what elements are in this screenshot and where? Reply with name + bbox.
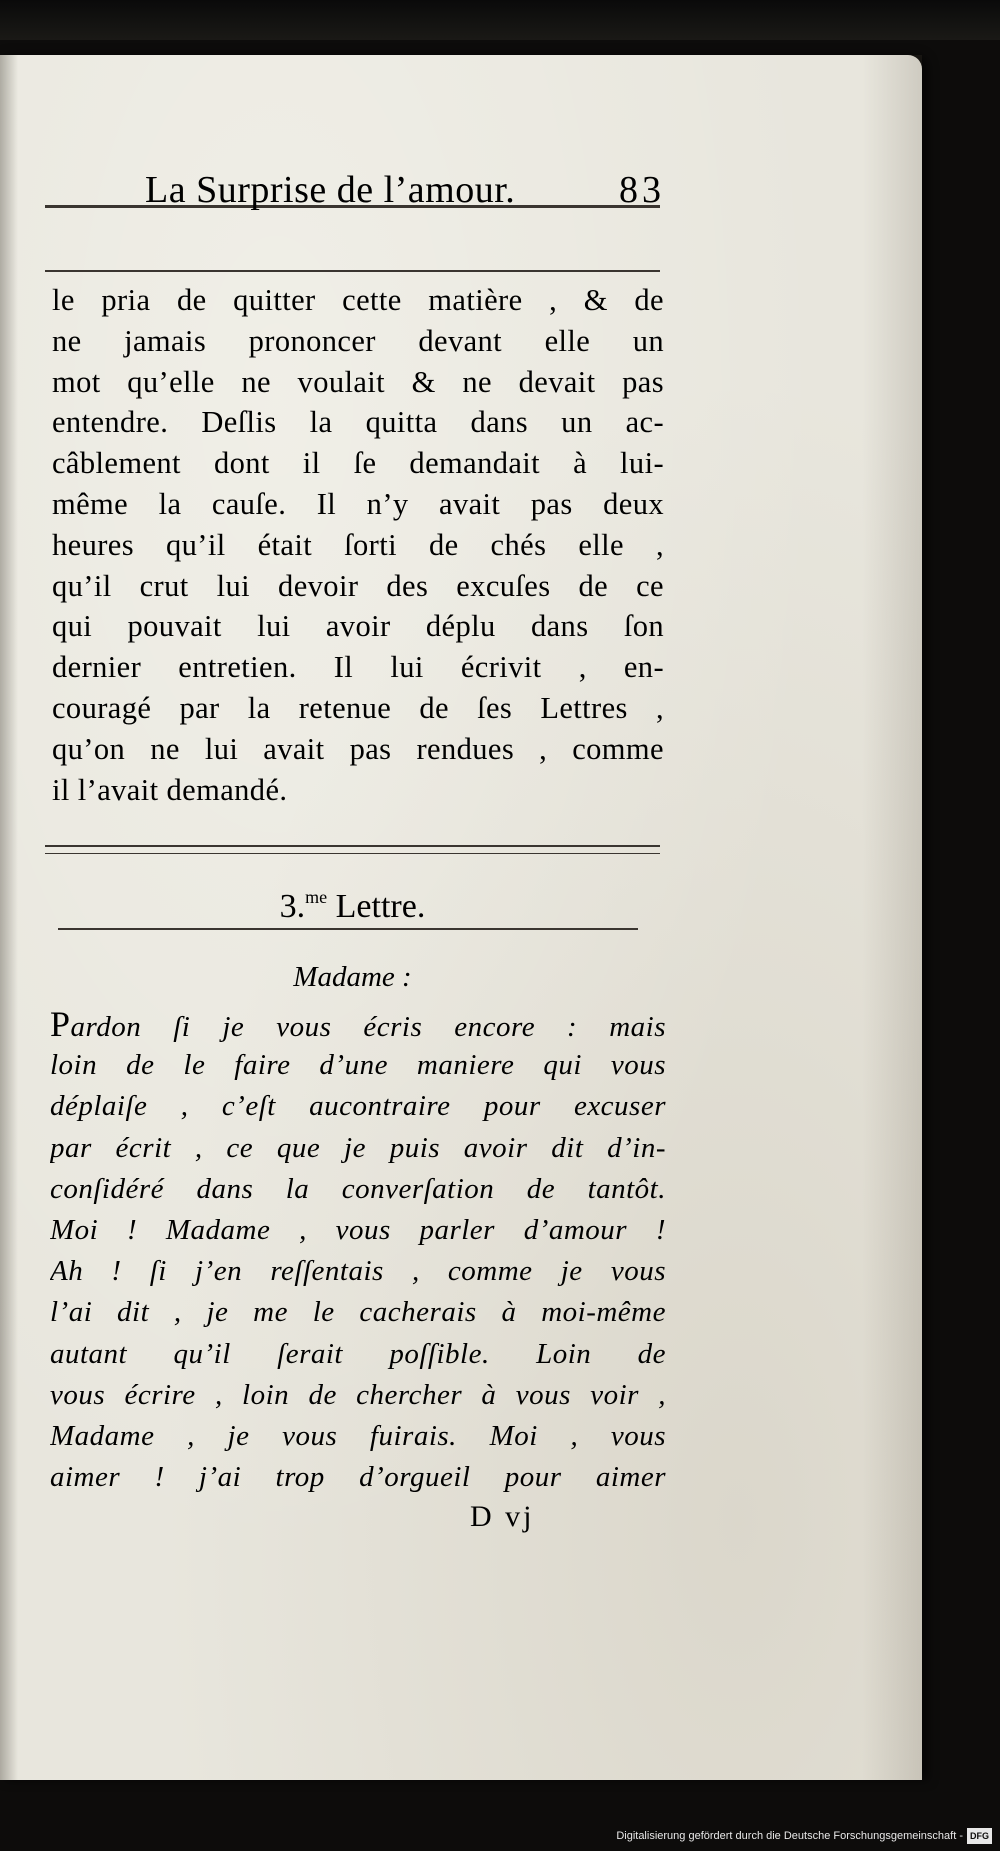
text-line: mot qu’elle ne voulait & ne devait pas xyxy=(52,364,664,399)
page-number: 83 xyxy=(619,169,665,211)
letter-line: aimer ! j’ai trop d’orgueil pour aimer xyxy=(50,1461,666,1494)
text-line: même la cauſe. Il n’y avait pas deux xyxy=(52,486,664,521)
letter-line xyxy=(50,1004,666,1045)
drop-cap: P xyxy=(50,1004,71,1044)
letter-number-superscript: me xyxy=(305,887,328,907)
letter-body xyxy=(50,1004,666,1498)
letter-line: autant qu’il ſerait poſſible. Loin de xyxy=(50,1337,666,1370)
running-head xyxy=(45,160,665,220)
text-line: qu’il crut lui devoir des excuſes de ce xyxy=(52,568,664,603)
letter-line: par écrit , ce que je puis avoir dit d’in- xyxy=(50,1131,666,1164)
narrative-paragraph xyxy=(52,280,664,810)
dfg-logo: DFG xyxy=(967,1828,992,1844)
letter-line-text: ardon ſi je vous écris encore : mais xyxy=(70,1011,666,1043)
page-edge-shadow xyxy=(862,55,922,1780)
text-line: qu’on ne lui avait pas rendues , comme xyxy=(52,731,664,766)
letter-salutation: Madame : xyxy=(293,961,412,993)
section-rule-top-1 xyxy=(45,845,660,847)
text-line: câblement dont il ſe demandait à lui- xyxy=(52,446,664,481)
letter-word: Lettre. xyxy=(335,888,426,925)
letter-number: 3. xyxy=(279,888,306,925)
text-line: heures qu’il était ſorti de chés elle , xyxy=(52,527,664,562)
signature-mark: D vj xyxy=(470,1500,535,1533)
letter-line: vous écrire , loin de chercher à vous voir , xyxy=(50,1378,666,1411)
letter-line: Madame , je vous fuirais. Moi , vous xyxy=(50,1419,666,1452)
letter-line: déplaiſe , c’eſt aucontraire pour excuser xyxy=(50,1090,666,1123)
letter-line: Ah ! ſi j’en reſſentais , comme je vous xyxy=(50,1255,666,1288)
page-gutter-shadow xyxy=(0,55,18,1780)
text-line: entendre. Deſlis la quitta dans un ac- xyxy=(52,405,664,440)
credit-text: Digitalisierung gefördert durch die Deutsche Forschungsgemeinschaft - xyxy=(616,1830,963,1842)
letter-heading xyxy=(45,872,660,925)
text-line: dernier entretien. Il lui écrivit , en- xyxy=(52,650,664,685)
letter-line: conſidéré dans la converſation de tantôt. xyxy=(50,1172,666,1205)
section-rule-bottom xyxy=(58,928,638,930)
section-rule-top-2 xyxy=(45,853,660,854)
text-line: le pria de quitter cette matière , & de xyxy=(52,283,664,317)
text-line: couragé par la retenue de ſes Lettres , xyxy=(52,690,664,725)
scan-background xyxy=(0,0,1000,40)
letter-line: loin de le faire d’une maniere qui vous xyxy=(50,1049,666,1082)
letter-line: Moi ! Madame , vous parler d’amour ! xyxy=(50,1213,666,1246)
text-line: ne jamais prononcer devant elle un xyxy=(52,323,664,358)
running-head-title: La Surprise de l’amour. xyxy=(145,169,516,211)
text-line: il l’avait demandé. xyxy=(52,772,288,807)
letter-line: l’ai dit , je me le cacherais à moi-même xyxy=(50,1296,666,1329)
header-rule-bottom xyxy=(45,270,660,272)
text-line: qui pouvait lui avoir déplu dans ſon xyxy=(52,609,664,644)
digitization-credit xyxy=(616,1825,992,1847)
